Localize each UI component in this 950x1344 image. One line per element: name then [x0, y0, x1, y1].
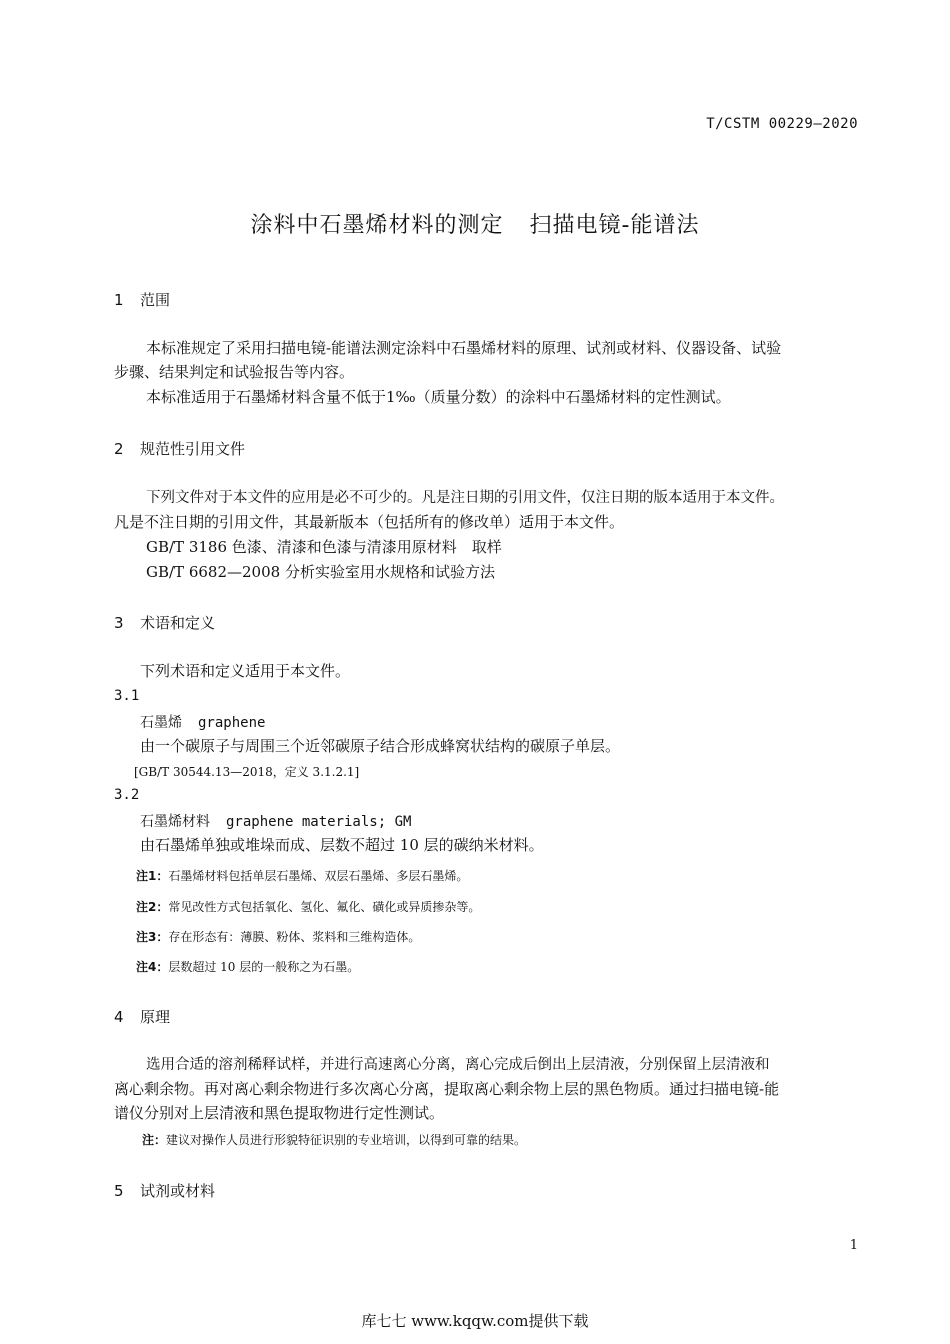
- note-label: 注3：: [136, 930, 169, 944]
- section-number: 1: [114, 291, 124, 309]
- section-2-heading: [114, 438, 245, 459]
- note-label: 注2：: [136, 900, 169, 914]
- term-cn: 石墨烯: [140, 715, 182, 731]
- section-number: 2: [114, 440, 124, 458]
- term-definition: 由一个碳原子与周围三个近邻碳原子结合形成蜂窝状结构的碳原子单层。: [140, 737, 621, 755]
- section-number: 3: [114, 614, 124, 632]
- title-sub: 扫描电镜-能谱法: [529, 213, 700, 238]
- footer-watermark: 库七七 www.kqqw.com提供下载: [361, 1312, 589, 1330]
- note-text: 建议对操作人员进行形貌特征识别的专业培训，以得到可靠的结果。: [166, 1133, 527, 1147]
- standard-code: T/CSTM 00229—2020: [706, 116, 858, 132]
- paragraph: 本标准适用于石墨烯材料含量不低于1‰（质量分数）的涂料中石墨烯材料的定性测试。: [146, 388, 731, 406]
- note-text: 层数超过 10 层的一般称之为石墨。: [168, 960, 360, 974]
- clause-number: 3.1: [114, 688, 140, 704]
- section-5-heading: [114, 1180, 215, 1201]
- term-heading: [140, 811, 411, 831]
- note-text: 常见改性方式包括氧化、氢化、氟化、磺化或异质掺杂等。: [168, 900, 481, 914]
- reference-item: GB/T 6682—2008 分析实验室用水规格和试验方法: [146, 563, 495, 581]
- section-title: 范围: [140, 291, 171, 309]
- note-label: 注4：: [136, 960, 169, 974]
- term-cn: 石墨烯材料: [140, 814, 210, 830]
- section-title: 术语和定义: [140, 614, 216, 632]
- note-text: 石墨烯材料包括单层石墨烯、双层石墨烯、多层石墨烯。: [168, 869, 469, 883]
- paragraph: 步骤、结果判定和试验报告等内容。: [114, 363, 355, 381]
- paragraph: 离心剩余物。再对离心剩余物进行多次离心分离，提取离心剩余物上层的黑色物质。通过扫描电镜-能: [114, 1080, 780, 1098]
- paragraph: 选用合适的溶剂稀释试样，并进行高速离心分离，离心完成后倒出上层清液，分别保留上层清液和: [146, 1057, 770, 1073]
- note-label: 注：: [142, 1133, 167, 1147]
- note-label: 注1：: [136, 869, 169, 883]
- paragraph: 凡是不注日期的引用文件，其最新版本（包括所有的修改单）适用于本文件。: [114, 513, 625, 531]
- term-definition: 由石墨烯单独或堆垛而成、层数不超过 10 层的碳纳米材料。: [140, 836, 544, 854]
- section-3-heading: [114, 612, 215, 633]
- note: [136, 867, 468, 884]
- section-title: 原理: [140, 1008, 171, 1026]
- title-main: 涂料中石墨烯材料的测定: [250, 213, 504, 238]
- term-en: graphene: [198, 715, 266, 731]
- section-title: 规范性引用文件: [140, 440, 246, 458]
- clause-number: 3.2: [114, 787, 140, 803]
- section-4-heading: [114, 1006, 170, 1027]
- note: [136, 898, 480, 915]
- term-en: graphene materials; GM: [226, 814, 412, 830]
- reference-item: GB/T 3186 色漆、清漆和色漆与清漆用原材料 取样: [146, 538, 502, 556]
- section-title: 试剂或材料: [140, 1182, 216, 1200]
- term-source: [GB/T 30544.13—2018，定义 3.1.2.1]: [134, 765, 360, 779]
- note: [136, 958, 359, 975]
- paragraph: 本标准规定了采用扫描电镜-能谱法测定涂料中石墨烯材料的原理、试剂或材料、仪器设备、试验: [146, 339, 782, 357]
- section-1-heading: [114, 289, 170, 310]
- term-heading: [140, 712, 265, 732]
- note: [142, 1131, 526, 1148]
- page-number: 1: [849, 1238, 858, 1253]
- document-title: [0, 208, 950, 239]
- paragraph: 下列术语和定义适用于本文件。: [140, 662, 351, 680]
- paragraph: 下列文件对于本文件的应用是必不可少的。凡是注日期的引用文件，仅注日期的版本适用于本文件。: [146, 490, 784, 506]
- section-number: 5: [114, 1182, 124, 1200]
- note-text: 存在形态有：薄膜、粉体、浆料和三维构造体。: [168, 930, 421, 944]
- section-number: 4: [114, 1008, 124, 1026]
- paragraph: 谱仪分别对上层清液和黑色提取物进行定性测试。: [114, 1104, 445, 1122]
- note: [136, 928, 420, 945]
